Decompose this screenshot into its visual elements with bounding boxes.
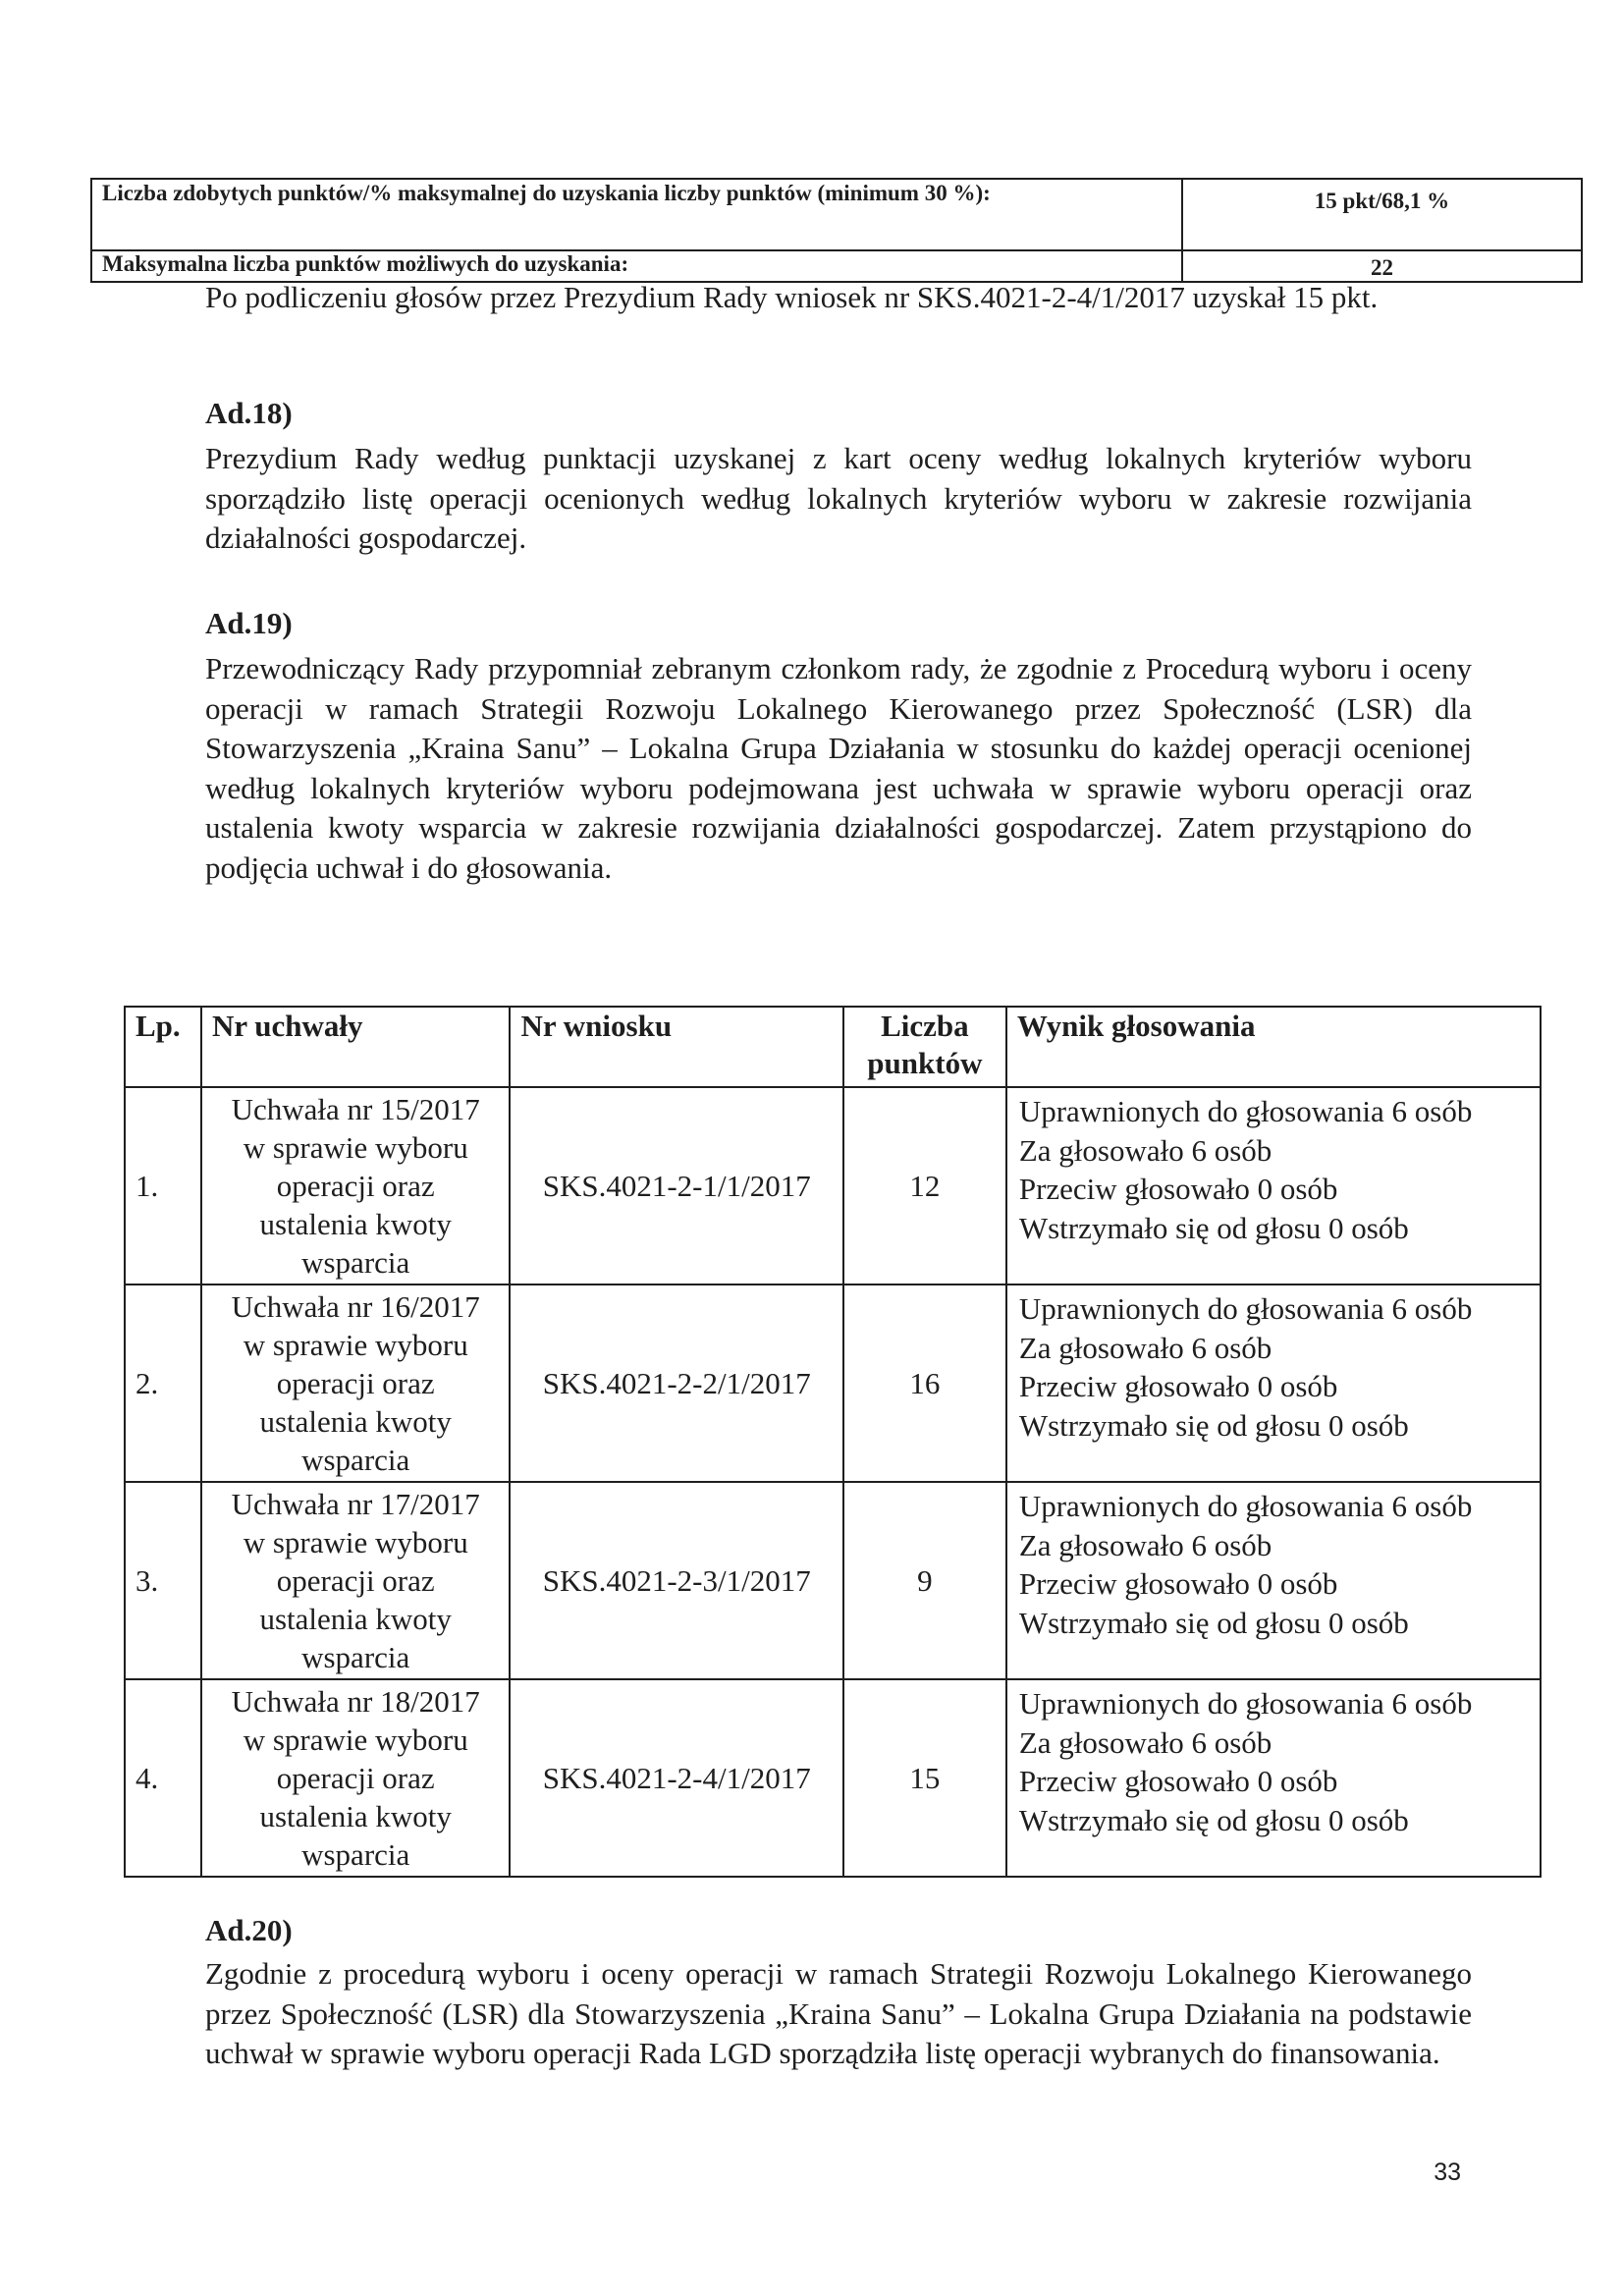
uchwala-line: Uchwała nr 16/2017 xyxy=(231,1289,480,1324)
ad20-heading: Ad.20) xyxy=(205,1913,293,1947)
vote-result-line: Przeciw głosowało 0 osób xyxy=(1018,1566,1338,1601)
score-label-obtained: Liczba zdobytych punktów/% maksymalnej do uzyskania liczby punktów (minimum 30 %): xyxy=(91,179,1182,250)
vote-result-line: Uprawnionych do głosowania 6 osób xyxy=(1018,1094,1473,1128)
header-nr-wniosku: Nr wniosku xyxy=(510,1007,843,1087)
cell-nr-uchwaly xyxy=(201,1285,511,1482)
vote-result-line: Wstrzymało się od głosu 0 osób xyxy=(1018,1802,1409,1837)
uchwala-line: operacji oraz xyxy=(276,1169,435,1203)
table-row xyxy=(125,1087,1541,1285)
vote-result-line: Przeciw głosowało 0 osób xyxy=(1018,1172,1338,1206)
cell-liczba-punktow: 12 xyxy=(843,1087,1006,1285)
ad19-heading: Ad.19) xyxy=(205,606,293,640)
uchwala-line: w sprawie wyboru xyxy=(243,1525,468,1559)
cell-lp: 4. xyxy=(125,1679,201,1877)
resolutions-table xyxy=(124,1006,1542,1878)
table-row xyxy=(125,1285,1541,1482)
vote-result-line: Uprawnionych do głosowania 6 osób xyxy=(1018,1291,1473,1326)
page-number: 33 xyxy=(1434,2159,1461,2186)
uchwala-line: ustalenia kwoty xyxy=(259,1602,452,1636)
cell-liczba-punktow: 16 xyxy=(843,1285,1006,1482)
uchwala-line: wsparcia xyxy=(301,1640,410,1674)
vote-result-line: Za głosowało 6 osób xyxy=(1018,1132,1272,1168)
vote-result-line: Za głosowało 6 osób xyxy=(1018,1724,1272,1760)
ad18-heading: Ad.18) xyxy=(205,396,293,430)
uchwala-line: w sprawie wyboru xyxy=(243,1130,468,1165)
table-row xyxy=(125,1482,1541,1679)
ad18-paragraph: Prezydium Rady według punktacji uzyskanej z kart oceny według lokalnych kryteriów wyboru sporządziło listę operacji ocenionych według lokalnych kryteriów wyboru w zakresie rozwijania działalności gospodarczej. xyxy=(205,441,1472,555)
cell-nr-wniosku: SKS.4021-2-1/1/2017 xyxy=(510,1087,843,1285)
score-summary-table xyxy=(90,178,1583,283)
uchwala-line: w sprawie wyboru xyxy=(243,1328,468,1362)
cell-nr-uchwaly xyxy=(201,1482,511,1679)
cell-liczba-punktow: 9 xyxy=(843,1482,1006,1679)
cell-lp: 1. xyxy=(125,1087,201,1285)
uchwala-line: wsparcia xyxy=(301,1837,410,1872)
cell-lp: 2. xyxy=(125,1285,201,1482)
uchwala-line: Uchwała nr 15/2017 xyxy=(231,1092,480,1126)
cell-wynik-glosowania xyxy=(1006,1679,1541,1877)
uchwala-line: operacji oraz xyxy=(276,1563,435,1598)
cell-lp: 3. xyxy=(125,1482,201,1679)
score-value-max: 22 xyxy=(1182,250,1582,282)
cell-nr-wniosku: SKS.4021-2-2/1/2017 xyxy=(510,1285,843,1482)
uchwala-line: wsparcia xyxy=(301,1443,410,1477)
vote-result-line: Uprawnionych do głosowania 6 osób xyxy=(1018,1686,1473,1721)
vote-result-line: Przeciw głosowało 0 osób xyxy=(1018,1369,1338,1403)
uchwala-line: Uchwała nr 18/2017 xyxy=(231,1684,480,1719)
cell-wynik-glosowania xyxy=(1006,1087,1541,1285)
uchwala-line: operacji oraz xyxy=(276,1366,435,1400)
score-row-obtained xyxy=(91,179,1582,250)
vote-result-line: Wstrzymało się od głosu 0 osób xyxy=(1018,1210,1409,1245)
uchwala-line: wsparcia xyxy=(301,1245,410,1280)
cell-nr-uchwaly xyxy=(201,1087,511,1285)
cell-liczba-punktow: 15 xyxy=(843,1679,1006,1877)
cell-nr-wniosku: SKS.4021-2-4/1/2017 xyxy=(510,1679,843,1877)
vote-result-line: Przeciw głosowało 0 osób xyxy=(1018,1764,1338,1798)
uchwala-line: ustalenia kwoty xyxy=(259,1404,452,1439)
table-row xyxy=(125,1679,1541,1877)
uchwala-line: w sprawie wyboru xyxy=(243,1722,468,1757)
vote-result-line: Wstrzymało się od głosu 0 osób xyxy=(1018,1407,1409,1443)
header-wynik-glosowania: Wynik głosowania xyxy=(1006,1007,1541,1087)
cell-wynik-glosowania xyxy=(1006,1285,1541,1482)
vote-result-line: Wstrzymało się od głosu 0 osób xyxy=(1018,1605,1409,1640)
resolutions-header-row xyxy=(125,1007,1541,1087)
score-label-max: Maksymalna liczba punktów możliwych do uzyskania: xyxy=(91,250,1182,282)
header-lp: Lp. xyxy=(125,1007,201,1087)
vote-result-line: Za głosowało 6 osób xyxy=(1018,1330,1272,1365)
header-nr-uchwaly: Nr uchwały xyxy=(201,1007,511,1087)
uchwala-line: ustalenia kwoty xyxy=(259,1799,452,1833)
vote-result-line: Uprawnionych do głosowania 6 osób xyxy=(1018,1489,1473,1523)
ad19-paragraph: Przewodniczący Rady przypomniał zebranym członkom rady, że zgodnie z Procedurą wyboru i oceny operacji w ramach Strategii Rozwoju Lokalnego Kierowanego przez Społeczność (LSR) dla Stowarzyszenia „Kraina Sanu” – Lokalna Grupa Działania w stosunku do każdej operacji ocenionej według lokalnych kryteriów wyboru podejmowana jest uchwała w sprawie wyboru operacji oraz ustalenia kwoty wsparcia w zakresie rozwijania działalności gospodarczej. Zatem przystąpiono do podjęcia uchwał i do głosowania. xyxy=(205,651,1472,885)
score-value-obtained: 15 pkt/68,1 % xyxy=(1182,179,1582,250)
ad20-paragraph: Zgodnie z procedurą wyboru i oceny operacji w ramach Strategii Rozwoju Lokalnego Kierowanego przez Społeczność (LSR) dla Stowarzyszenia „Kraina Sanu” – Lokalna Grupa Działania na podstawie uchwał w sprawie wyboru operacji Rada LGD sporządziła listę operacji wybranych do finansowania. xyxy=(205,1956,1472,2070)
uchwala-line: operacji oraz xyxy=(276,1761,435,1795)
header-liczba-punktow: Liczba punktów xyxy=(843,1007,1006,1087)
uchwala-line: Uchwała nr 17/2017 xyxy=(231,1487,480,1521)
uchwala-line: ustalenia kwoty xyxy=(259,1207,452,1241)
result-paragraph: Po podliczeniu głosów przez Prezydium Rady wniosek nr SKS.4021-2-4/1/2017 uzyskał 15 pkt. xyxy=(205,280,1379,314)
cell-nr-wniosku: SKS.4021-2-3/1/2017 xyxy=(510,1482,843,1679)
cell-wynik-glosowania xyxy=(1006,1482,1541,1679)
vote-result-line: Za głosowało 6 osób xyxy=(1018,1527,1272,1562)
cell-nr-uchwaly xyxy=(201,1679,511,1877)
